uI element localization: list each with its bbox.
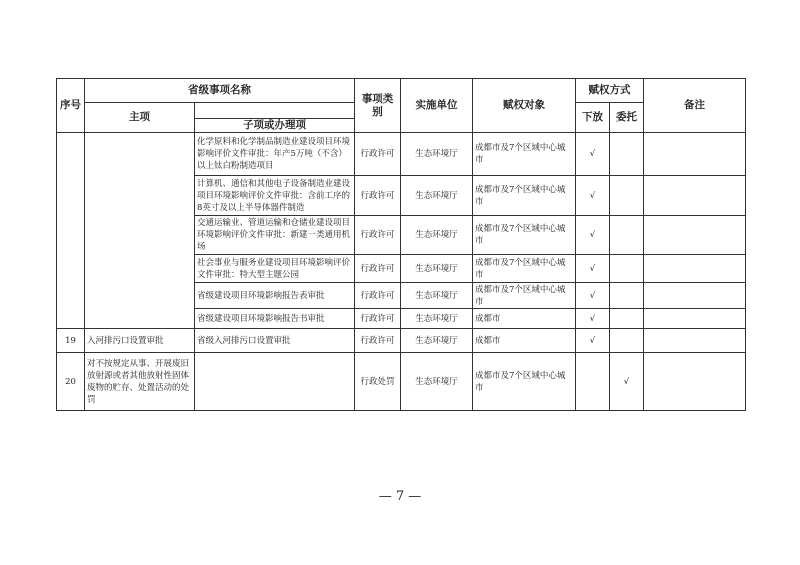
remark-cell	[644, 176, 746, 216]
down-check: √	[576, 255, 610, 283]
remark-cell	[644, 353, 746, 411]
sub-cell: 交通运输业、管道运输和仓储业建设项目环境影响评价文件审批：新建一类通用机场	[195, 216, 355, 255]
unit-cell: 生态环境厅	[401, 176, 473, 216]
down-check: √	[576, 176, 610, 216]
entrust-check	[610, 176, 644, 216]
remark-cell	[644, 133, 746, 176]
unit-cell: 生态环境厅	[401, 353, 473, 411]
header-entrust: 委托	[610, 103, 644, 133]
seq-cell	[57, 133, 85, 329]
sub-cell: 化学原料和化学制品制造业建设项目环境影响评价文件审批：年产5万吨（不含）以上钛白粉制造项目	[195, 133, 355, 176]
entrust-check	[610, 283, 644, 309]
unit-cell: 生态环境厅	[401, 133, 473, 176]
header-mode: 赋权方式	[576, 79, 644, 103]
main-cell: 入河排污口设置审批	[85, 329, 195, 353]
header-category: 事项类别	[355, 79, 401, 133]
remark-cell	[644, 329, 746, 353]
target-cell: 成都市及7个区域中心城市	[473, 283, 576, 309]
remark-cell	[644, 255, 746, 283]
category-cell: 行政许可	[355, 176, 401, 216]
remark-cell	[644, 309, 746, 329]
main-cell: 对不按规定从事、开展废旧放射源或者其他放射性固体废物的贮存、处置活动的处罚	[85, 353, 195, 411]
entrust-check	[610, 309, 644, 329]
entrust-check: √	[610, 353, 644, 411]
sub-cell: 省级建设项目环境影响报告书审批	[195, 309, 355, 329]
sub-cell: 计算机、通信和其他电子设备制造业建设项目环境影响评价文件审批：含前工序的8英寸及以上半导体器件制造	[195, 176, 355, 216]
remark-cell	[644, 283, 746, 309]
page-number: — 7 —	[378, 489, 422, 504]
sub-cell: 省级建设项目环境影响报告表审批	[195, 283, 355, 309]
category-cell: 行政许可	[355, 329, 401, 353]
authorization-table	[56, 78, 746, 411]
table-row	[57, 329, 746, 353]
down-check: √	[576, 283, 610, 309]
category-cell: 行政许可	[355, 283, 401, 309]
category-cell: 行政处罚	[355, 353, 401, 411]
category-cell: 行政许可	[355, 216, 401, 255]
down-check: √	[576, 216, 610, 255]
sub-cell: 省级入河排污口设置审批	[195, 329, 355, 353]
unit-cell: 生态环境厅	[401, 329, 473, 353]
sub-cell	[195, 353, 355, 411]
remark-cell	[644, 216, 746, 255]
unit-cell: 生态环境厅	[401, 216, 473, 255]
target-cell: 成都市及7个区域中心城市	[473, 353, 576, 411]
down-check: √	[576, 133, 610, 176]
target-cell: 成都市及7个区域中心城市	[473, 133, 576, 176]
header-down: 下放	[576, 103, 610, 133]
down-check	[576, 353, 610, 411]
entrust-check	[610, 255, 644, 283]
entrust-check	[610, 133, 644, 176]
entrust-check	[610, 329, 644, 353]
header-sub: 子项或办理项	[195, 119, 355, 133]
unit-cell: 生态环境厅	[401, 255, 473, 283]
unit-cell: 生态环境厅	[401, 309, 473, 329]
target-cell: 成都市	[473, 309, 576, 329]
seq-cell: 20	[57, 353, 85, 411]
table-row	[57, 353, 746, 411]
table-row	[57, 133, 746, 176]
target-cell: 成都市及7个区域中心城市	[473, 255, 576, 283]
header-sub-spacer	[195, 103, 355, 119]
header-seq: 序号	[57, 79, 85, 133]
header-remark: 备注	[644, 79, 746, 133]
sub-cell: 社会事业与服务业建设项目环境影响评价文件审批：特大型主题公园	[195, 255, 355, 283]
category-cell: 行政许可	[355, 133, 401, 176]
target-cell: 成都市及7个区域中心城市	[473, 216, 576, 255]
header-item-group: 省级事项名称	[85, 79, 355, 103]
unit-cell: 生态环境厅	[401, 283, 473, 309]
header-main: 主项	[85, 103, 195, 133]
down-check: √	[576, 309, 610, 329]
down-check: √	[576, 329, 610, 353]
entrust-check	[610, 216, 644, 255]
seq-cell: 19	[57, 329, 85, 353]
main-cell	[85, 133, 195, 329]
header-target: 赋权对象	[473, 79, 576, 133]
target-cell: 成都市	[473, 329, 576, 353]
target-cell: 成都市及7个区域中心城市	[473, 176, 576, 216]
category-cell: 行政许可	[355, 309, 401, 329]
header-unit: 实施单位	[401, 79, 473, 133]
category-cell: 行政许可	[355, 255, 401, 283]
